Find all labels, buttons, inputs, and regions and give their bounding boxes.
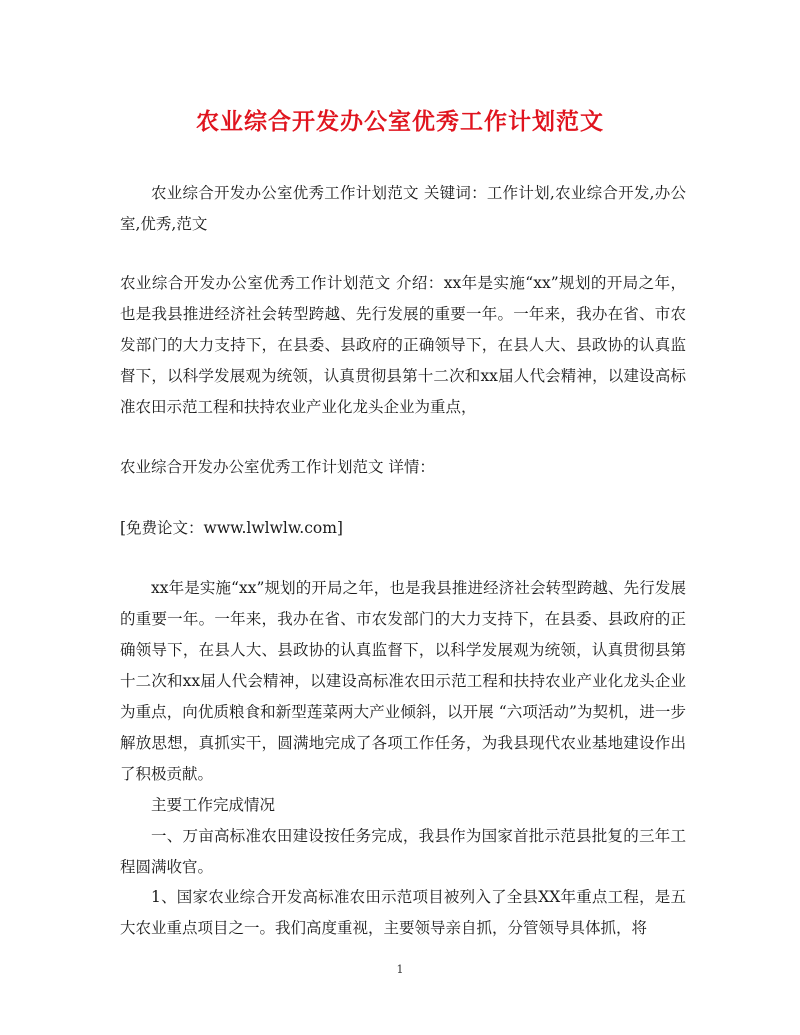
- body-paragraph: xx年是实施“xx”规划的开局之年，也是我县推进经济社会转型跨越、先行发展的重要一年。一年来，我办在省、市农发部门的大力支持下，在县委、县政府的正确领导下，在县人大、县政协的认真监督下，以科学发展观为统领，认真贯彻县第十二次和xx届人代会精神，以建设高标准农田示范工程和扶持农业产业化龙头企业为重点，向优质粮食和新型莲菜两大产业倾斜，以开展 “六项活动”为契机，进一步解放思想，真抓实干，圆满地完成了各项工作任务，为我县现代农业基地建设作出了积极贡献。: [120, 579, 686, 783]
- page-number: 1: [396, 963, 404, 976]
- source-note: [免费论文：www.lwlwlw.com]: [120, 519, 343, 537]
- section-heading: 主要工作完成情况: [151, 796, 276, 814]
- keywords-paragraph: 农业综合开发办公室优秀工作计划范文 关键词：工作计划,农业综合开发,办公室,优秀,范文: [120, 184, 686, 233]
- body-paragraph: 1、国家农业综合开发高标准农田示范项目被列入了全县XX年重点工程，是五大农业重点项目之一。我们高度重视，主要领导亲自抓，分管领导具体抓，将: [120, 888, 686, 937]
- intro-paragraph: 农业综合开发办公室优秀工作计划范文 介绍：xx年是实施“xx”规划的开局之年，也是我县推进经济社会转型跨越、先行发展的重要一年。一年来，我办在省、市农发部门的大力支持下，在县委、县政府的正确领导下，在县人大、县政协的认真监督下，以科学发展观为统领，认真贯彻县第十二次和xx届人代会精神，以建设高标准农田示范工程和扶持农业产业化龙头企业为重点，: [120, 274, 686, 416]
- details-heading: 农业综合开发办公室优秀工作计划范文 详情：: [120, 458, 435, 476]
- document-title: 农业综合开发办公室优秀工作计划范文: [196, 109, 604, 135]
- body-paragraph: 一、万亩高标准农田建设按任务完成，我县作为国家首批示范县批复的三年工程圆满收官。: [120, 827, 686, 876]
